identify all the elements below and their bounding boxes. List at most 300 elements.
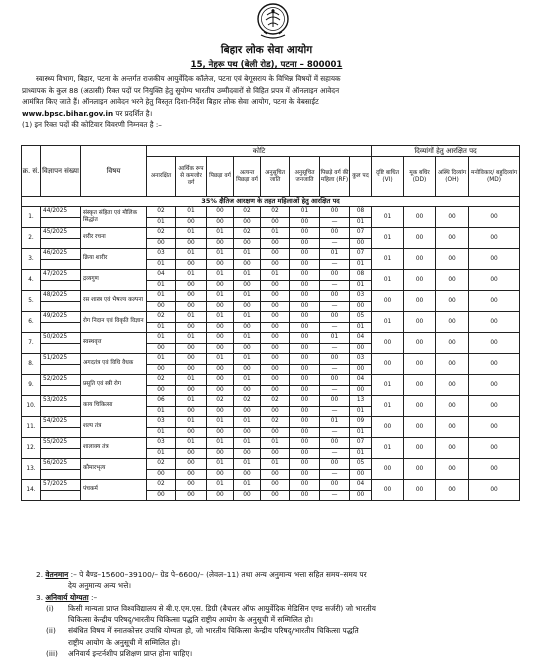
col-header-unreserved: अनारक्षित [147, 157, 176, 197]
group-header-kotti: कोटि [147, 146, 372, 157]
website-suffix: पर प्रदर्शित है। [113, 108, 153, 118]
women-cell-total: 01 [350, 217, 372, 228]
women-cell-sc: 00 [261, 259, 290, 270]
cell-dd: 00 [404, 459, 436, 480]
cell-bc: 01 [207, 354, 234, 365]
cell-bc: 01 [207, 228, 234, 239]
row-sno: 4. [22, 270, 41, 291]
women-cell-bcw: — [320, 385, 350, 396]
cell-vi: 00 [372, 417, 404, 438]
cell-st: 00 [290, 438, 320, 449]
cell-ebc: 02 [234, 396, 261, 407]
qual-item-number: (ii) [46, 626, 56, 636]
women-cell-st: 00 [290, 259, 320, 270]
cell-vi: 01 [372, 207, 404, 228]
cell-bc: 01 [207, 312, 234, 323]
women-cell-bcw: — [320, 427, 350, 438]
women-cell-bcw: — [320, 364, 350, 375]
cell-oh: 00 [436, 396, 469, 417]
row-adv-number: 55/2025 [41, 438, 81, 449]
cell-bc: 01 [207, 417, 234, 428]
cell-bc: 01 [207, 459, 234, 470]
commission-title: बिहार लोक सेवा आयोग [220, 44, 313, 56]
cell-sc: 00 [261, 480, 290, 491]
row-subject: शल्य तंत्र [81, 417, 147, 438]
cell-ews: 01 [176, 228, 207, 239]
cell-oh: 00 [436, 270, 469, 291]
women-cell-bcw: — [320, 217, 350, 228]
cell-vi: 01 [372, 228, 404, 249]
cell-total: 13 [350, 396, 372, 407]
cell-bcw: 00 [320, 375, 350, 386]
row-adv-number: 44/2025 [41, 207, 81, 218]
cell-bcw: 00 [320, 396, 350, 407]
row-adv-number: 53/2025 [41, 396, 81, 407]
cell-bcw: 00 [320, 228, 350, 239]
cell-sc: 00 [261, 333, 290, 344]
cell-ews: 00 [176, 354, 207, 365]
women-cell-total: 00 [350, 490, 372, 501]
cell-ews: 00 [176, 480, 207, 491]
row-subject: संस्कृत संहिता एवं मौलिक सिद्धांत [81, 207, 147, 228]
col-header-sc: अनुसूचित जाति [261, 157, 290, 197]
women-cell-unreserved: 00 [147, 490, 176, 501]
cell-dd: 00 [404, 291, 436, 312]
cell-vi: 01 [372, 249, 404, 270]
cell-ews: 01 [176, 207, 207, 218]
row-adv-blank [41, 406, 81, 417]
women-cell-bc: 00 [207, 490, 234, 501]
cell-sc: 01 [261, 270, 290, 281]
cell-unreserved: 02 [147, 375, 176, 386]
women-cell-ebc: 00 [234, 427, 261, 438]
women-cell-ebc: 00 [234, 406, 261, 417]
women-cell-sc: 00 [261, 385, 290, 396]
row-adv-blank [41, 385, 81, 396]
cell-bcw: 01 [320, 417, 350, 428]
qual-item-text: अनिवार्य इन्टर्नशीप प्रशिक्षण प्राप्त होना चाहिए। [68, 649, 193, 659]
cell-unreserved: 02 [147, 459, 176, 470]
row-adv-blank [41, 322, 81, 333]
col-header-vi: दृष्टि बाधित (VI) [372, 157, 404, 197]
women-cell-sc: 00 [261, 280, 290, 291]
cell-dd: 00 [404, 396, 436, 417]
qualification-item [36, 625, 521, 636]
women-cell-total: 00 [350, 469, 372, 480]
row-adv-blank [41, 448, 81, 459]
cell-st: 00 [290, 312, 320, 323]
cell-vi: 00 [372, 459, 404, 480]
cell-vi: 00 [372, 333, 404, 354]
cell-dd: 00 [404, 312, 436, 333]
cell-total: 04 [350, 375, 372, 386]
cell-st: 00 [290, 375, 320, 386]
row-sno: 8. [22, 354, 41, 375]
row-subject: शरीर रचना [81, 228, 147, 249]
women-cell-sc: 00 [261, 322, 290, 333]
cell-bcw: 00 [320, 207, 350, 218]
intro-line: प्राध्यापक के कुल 88 (अठासी) रिक्त पदों पर नियुक्ति हेतु सुयोग्य भारतीय उम्मीदवारों से विहित प्रपत्र में ऑनलाइन आवेदन [22, 85, 340, 95]
cell-bcw: 00 [320, 291, 350, 302]
women-cell-bcw: — [320, 406, 350, 417]
cell-md: 00 [469, 354, 520, 375]
women-cell-total: 00 [350, 301, 372, 312]
cell-dd: 00 [404, 354, 436, 375]
women-cell-st: 00 [290, 217, 320, 228]
cell-vi: 01 [372, 270, 404, 291]
col-header-sno: क्र. सं. [22, 146, 41, 197]
row-adv-number: 52/2025 [41, 375, 81, 386]
cell-unreserved: 03 [147, 249, 176, 260]
women-cell-ews: 00 [176, 490, 207, 501]
cell-st: 00 [290, 270, 320, 281]
col-header-total: कुल पद [350, 157, 372, 197]
women-cell-ews: 00 [176, 322, 207, 333]
cell-md: 00 [469, 396, 520, 417]
women-cell-bc: 00 [207, 343, 234, 354]
women-cell-ebc: 00 [234, 448, 261, 459]
cell-ebc: 01 [234, 438, 261, 449]
cell-unreserved: 06 [147, 396, 176, 407]
women-cell-ews: 00 [176, 238, 207, 249]
women-cell-unreserved: 01 [147, 259, 176, 270]
women-cell-ews: 00 [176, 406, 207, 417]
women-cell-bcw: — [320, 322, 350, 333]
women-cell-ebc: 00 [234, 217, 261, 228]
cell-st: 00 [290, 249, 320, 260]
table-row [22, 459, 520, 470]
col-header-subject: विषय [81, 146, 147, 197]
cell-oh: 00 [436, 228, 469, 249]
cell-dd: 00 [404, 417, 436, 438]
cell-oh: 00 [436, 207, 469, 228]
row-sno: 1. [22, 207, 41, 228]
cell-md: 00 [469, 480, 520, 501]
women-cell-bcw: — [320, 301, 350, 312]
women-cell-st: 00 [290, 469, 320, 480]
cell-unreserved: 02 [147, 480, 176, 491]
qual-item-text: संबंधित विषय में स्नातकोत्तर उपाधि योग्यता हो, जो भारतीय चिकित्सा केन्द्रीय परिषद्/भारतीय चिकित्सा पद्धति [68, 626, 359, 636]
row-adv-number: 54/2025 [41, 417, 81, 428]
cell-bc: 01 [207, 438, 234, 449]
women-cell-unreserved: 01 [147, 280, 176, 291]
cell-md: 00 [469, 375, 520, 396]
row-adv-number: 51/2025 [41, 354, 81, 365]
women-cell-sc: 00 [261, 469, 290, 480]
cell-ebc: 01 [234, 459, 261, 470]
qualification-item-cont: चिकित्सा केन्द्रीय परिषद्/भारतीय चिकित्सा पद्धति राष्ट्रीय आयोग के अनुसूची में सम्मिलित हो। [68, 615, 314, 625]
row-subject: पंचकर्म [81, 480, 147, 501]
row-sno: 9. [22, 375, 41, 396]
row-subject: काय चिकित्सा [81, 396, 147, 417]
cell-dd: 00 [404, 438, 436, 459]
women-cell-sc: 00 [261, 217, 290, 228]
cell-bcw: 00 [320, 438, 350, 449]
women-cell-bc: 00 [207, 385, 234, 396]
cell-total: 04 [350, 333, 372, 344]
row-adv-number: 46/2025 [41, 249, 81, 260]
cell-bcw: 00 [320, 312, 350, 323]
table-row [22, 480, 520, 491]
cell-oh: 00 [436, 375, 469, 396]
women-cell-ews: 00 [176, 217, 207, 228]
cell-ews: 01 [176, 438, 207, 449]
cell-vi: 01 [372, 312, 404, 333]
cell-total: 08 [350, 270, 372, 281]
col-header-dd: मूक बधिर (DD) [404, 157, 436, 197]
pay-scale-line: देय अनुमान्य अन्य भत्ते। [68, 581, 132, 591]
women-cell-sc: 00 [261, 301, 290, 312]
women-cell-ews: 00 [176, 259, 207, 270]
cell-bc: 02 [207, 396, 234, 407]
col-header-md: मनोविकार/ बहुदिव्यांग (MD) [469, 157, 520, 197]
table-row [22, 249, 520, 260]
row-subject: अगदतंत्र एवं विधि वैधक [81, 354, 147, 375]
cell-md: 00 [469, 249, 520, 270]
cell-md: 00 [469, 312, 520, 333]
women-cell-ebc: 00 [234, 364, 261, 375]
pay-heading: वेतनमान [45, 570, 69, 579]
cell-sc: 02 [261, 207, 290, 218]
cell-sc: 01 [261, 228, 290, 239]
women-cell-ews: 00 [176, 280, 207, 291]
women-cell-st: 00 [290, 364, 320, 375]
cell-ews: 01 [176, 270, 207, 281]
cell-total: 03 [350, 354, 372, 365]
women-cell-st: 00 [290, 280, 320, 291]
women-cell-ews: 00 [176, 427, 207, 438]
intro-paragraph [22, 73, 517, 131]
cell-oh: 00 [436, 354, 469, 375]
women-cell-ews: 00 [176, 301, 207, 312]
cell-total: 05 [350, 459, 372, 470]
cell-oh: 00 [436, 438, 469, 459]
row-sno: 5. [22, 291, 41, 312]
col-header-bc: पिछड़ा वर्ग [207, 157, 234, 197]
women-cell-bc: 00 [207, 301, 234, 312]
table-row [22, 228, 520, 239]
row-sno: 2. [22, 228, 41, 249]
cell-md: 00 [469, 333, 520, 354]
row-adv-number: 56/2025 [41, 459, 81, 470]
cell-md: 00 [469, 270, 520, 291]
cell-md: 00 [469, 291, 520, 312]
women-cell-ews: 00 [176, 448, 207, 459]
women-cell-bc: 00 [207, 322, 234, 333]
women-cell-ebc: 00 [234, 280, 261, 291]
cell-ebc: 01 [234, 354, 261, 365]
cell-oh: 00 [436, 417, 469, 438]
row-adv-blank [41, 259, 81, 270]
cell-sc: 00 [261, 354, 290, 365]
women-cell-sc: 00 [261, 238, 290, 249]
cell-oh: 00 [436, 459, 469, 480]
qualification-item-cont: राष्ट्रीय आयोग के अनुसूची में सम्मिलित हो। [68, 637, 181, 647]
cell-bc: 01 [207, 270, 234, 281]
cell-vi: 00 [372, 291, 404, 312]
qualification-heading-line [36, 592, 521, 603]
cell-ews: 00 [176, 291, 207, 302]
cell-oh: 00 [436, 291, 469, 312]
women-cell-bcw: — [320, 280, 350, 291]
cell-ebc: 02 [234, 207, 261, 218]
row-sno: 6. [22, 312, 41, 333]
cell-total: 08 [350, 207, 372, 218]
cell-unreserved: 02 [147, 228, 176, 239]
cell-dd: 00 [404, 270, 436, 291]
cell-bcw: 00 [320, 354, 350, 365]
row-sno: 11. [22, 417, 41, 438]
table-row [22, 312, 520, 323]
cell-oh: 00 [436, 480, 469, 501]
commission-address: 15, नेहरू पथ (बेली रोड), पटना – 800001 [190, 60, 343, 70]
cell-dd: 00 [404, 207, 436, 228]
women-cell-total: 01 [350, 406, 372, 417]
women-cell-ebc: 00 [234, 301, 261, 312]
women-cell-bcw: — [320, 469, 350, 480]
women-cell-unreserved: 00 [147, 343, 176, 354]
women-cell-ews: 00 [176, 469, 207, 480]
cell-ebc: 01 [234, 480, 261, 491]
cell-ebc: 02 [234, 228, 261, 239]
cell-ebc: 01 [234, 333, 261, 344]
row-adv-blank [41, 280, 81, 291]
cell-st: 00 [290, 417, 320, 428]
cell-ews: 01 [176, 396, 207, 407]
intro-line [22, 108, 517, 120]
cell-ews: 01 [176, 417, 207, 428]
table-row [22, 207, 520, 218]
cell-total: 07 [350, 438, 372, 449]
cell-total: 07 [350, 228, 372, 239]
row-sno: 3. [22, 249, 41, 270]
cell-md: 00 [469, 207, 520, 228]
cell-dd: 00 [404, 480, 436, 501]
col-header-bcw: पिछड़े वर्ग की महिला (RF) [320, 157, 350, 197]
website-link[interactable]: www.bpsc.bihar.gov.in [22, 108, 114, 118]
cell-total: 07 [350, 249, 372, 260]
qual-heading: अनिवार्य योग्यता [45, 592, 89, 602]
row-subject: कौमारभृत्य [81, 459, 147, 480]
women-cell-sc: 00 [261, 406, 290, 417]
col-header-st: अनुसूचित जनजाति [290, 157, 320, 197]
women-cell-st: 00 [290, 385, 320, 396]
women-cell-unreserved: 01 [147, 448, 176, 459]
row-adv-blank [41, 469, 81, 480]
cell-st: 01 [290, 207, 320, 218]
women-cell-unreserved: 00 [147, 238, 176, 249]
cell-sc: 02 [261, 396, 290, 407]
cell-md: 00 [469, 459, 520, 480]
cell-vi: 00 [372, 480, 404, 501]
women-cell-unreserved: 01 [147, 427, 176, 438]
cell-ebc: 01 [234, 417, 261, 428]
women-cell-sc: 00 [261, 343, 290, 354]
row-sno: 12. [22, 438, 41, 459]
vacancy-table-body [22, 207, 520, 501]
cell-unreserved: 02 [147, 207, 176, 218]
row-adv-number: 48/2025 [41, 291, 81, 302]
women-cell-bcw: — [320, 238, 350, 249]
row-sno: 13. [22, 459, 41, 480]
cell-total: 05 [350, 312, 372, 323]
cell-ebc: 01 [234, 375, 261, 386]
cell-bc: 00 [207, 207, 234, 218]
footer-section [36, 569, 521, 659]
cell-bcw: 00 [320, 459, 350, 470]
cell-bcw: 01 [320, 333, 350, 344]
row-adv-number: 57/2025 [41, 480, 81, 491]
cell-unreserved: 03 [147, 438, 176, 449]
cell-sc: 01 [261, 438, 290, 449]
cell-bc: 00 [207, 333, 234, 344]
table-row [22, 438, 520, 449]
item-heading: (1) इन रिक्त पदों की कोटिवार विवरणी निम्नवत है :– [22, 120, 162, 129]
cell-oh: 00 [436, 312, 469, 333]
row-subject: द्रव्यगुण [81, 270, 147, 291]
women-cell-bc: 00 [207, 364, 234, 375]
women-cell-st: 00 [290, 448, 320, 459]
women-cell-st: 00 [290, 427, 320, 438]
row-adv-number: 49/2025 [41, 312, 81, 323]
table-row [22, 333, 520, 344]
table-row [22, 270, 520, 281]
women-cell-bc: 00 [207, 238, 234, 249]
cell-ebc: 01 [234, 270, 261, 281]
group-header-divyang: दिव्यांगों हेतु आरक्षित पद [372, 146, 520, 157]
cell-st: 00 [290, 333, 320, 344]
women-cell-total: 01 [350, 427, 372, 438]
bpsc-emblem-icon [255, 2, 291, 42]
col-header-oh: अस्थि दिव्यांग (OH) [436, 157, 469, 197]
cell-st: 00 [290, 459, 320, 470]
cell-vi: 01 [372, 396, 404, 417]
women-cell-sc: 00 [261, 490, 290, 501]
women-cell-total: 01 [350, 448, 372, 459]
women-cell-bcw: — [320, 448, 350, 459]
cell-unreserved: 04 [147, 270, 176, 281]
qualification-item [36, 603, 521, 614]
cell-sc: 01 [261, 459, 290, 470]
cell-unreserved: 03 [147, 417, 176, 428]
cell-dd: 00 [404, 249, 436, 270]
cell-st: 00 [290, 228, 320, 239]
women-cell-ebc: 00 [234, 238, 261, 249]
cell-md: 00 [469, 228, 520, 249]
cell-vi: 01 [372, 438, 404, 459]
women-cell-unreserved: 01 [147, 406, 176, 417]
row-sno: 10. [22, 396, 41, 417]
women-cell-total: 00 [350, 238, 372, 249]
row-adv-blank [41, 490, 81, 501]
row-subject: स्वस्थवृत्त [81, 333, 147, 354]
cell-bc: 01 [207, 291, 234, 302]
women-cell-unreserved: 00 [147, 301, 176, 312]
women-cell-total: 00 [350, 385, 372, 396]
cell-ews: 01 [176, 375, 207, 386]
cell-unreserved: 01 [147, 333, 176, 344]
women-cell-st: 00 [290, 343, 320, 354]
cell-total: 04 [350, 480, 372, 491]
row-adv-blank [41, 364, 81, 375]
women-cell-bc: 00 [207, 217, 234, 228]
cell-dd: 00 [404, 333, 436, 354]
pay-text: :– पे बैण्ड–15600–39100/– ग्रेड पे–6600/– (लेवल–11) तथा अन्य अनुमान्य भत्ता सहित समय–समय पर [68, 570, 367, 579]
row-adv-number: 50/2025 [41, 333, 81, 344]
cell-oh: 00 [436, 333, 469, 354]
cell-vi: 01 [372, 375, 404, 396]
cell-st: 00 [290, 396, 320, 407]
